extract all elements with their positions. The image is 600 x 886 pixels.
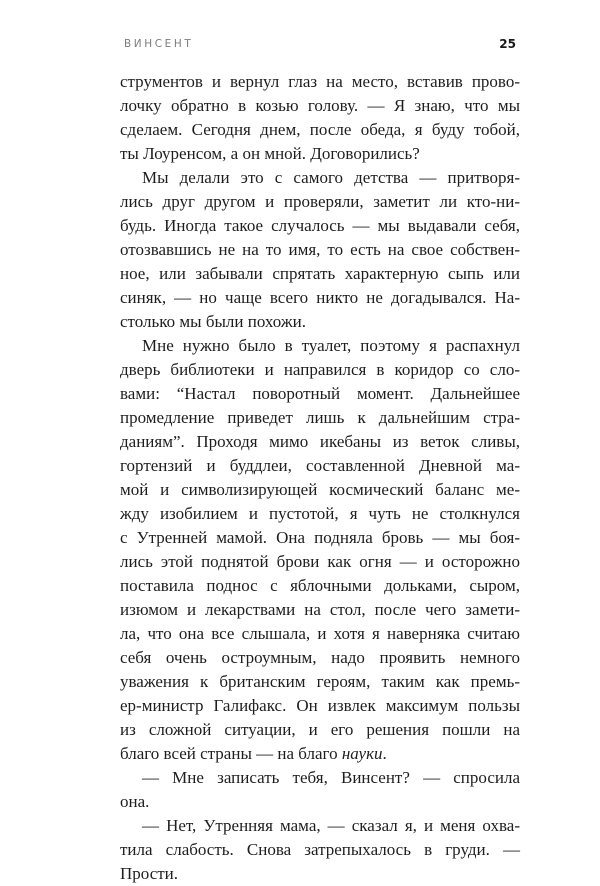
text-line: изюмом и лекарствами на стол, после чего замети-	[120, 600, 520, 619]
text-line: ное, или забывали спрятать характерную сыпь или	[120, 264, 520, 283]
text-line: даниям”. Проходя мимо икебаны из веток сливы,	[120, 432, 520, 451]
running-head	[124, 38, 516, 54]
text-line: лись этой поднятой брови как огня — и осторожно	[120, 552, 520, 571]
text-line: — Нет, Утренняя мама, — сказал я, и меня охва-	[142, 816, 520, 835]
italic-word: науки	[341, 744, 383, 763]
text-line: из сложной ситуации, и его решения пошли на	[120, 720, 520, 739]
text-line: лись друг другом и проверяли, заметит ли кто-ни-	[120, 192, 520, 211]
text-line: тила слабость. Снова затрепыхалось в груди. —	[120, 840, 520, 859]
text-line: — Мне записать тебя, Винсент? — спросила	[142, 768, 520, 787]
text-line: струментов и вернул глаз на место, вставив прово-	[120, 72, 520, 91]
paragraph	[120, 814, 520, 886]
text-line: гортензий и буддлеи, составленной Дневной ма-	[120, 456, 520, 475]
text-line: ла, что она все слышала, и хотя я наверняка считаю	[120, 624, 520, 643]
text-line: Прости.	[120, 864, 179, 883]
text-line: благо всей страны — на благо науки.	[120, 744, 387, 763]
text-line: Мне нужно было в туалет, поэтому я распахнул	[142, 336, 520, 355]
text-line: с Утренней мамой. Она подняла бровь — мы боя-	[120, 528, 520, 547]
text-line: ер-министр Галифакс. Он извлек максимум пользы	[120, 696, 520, 715]
text-line: сделаем. Сегодня днем, после обеда, я буду тобой,	[120, 120, 520, 139]
text-line: лочку обратно в козью голову. — Я знаю, что мы	[120, 96, 520, 115]
punctuation: .	[382, 744, 387, 763]
text-line: столько мы были похожи.	[120, 312, 306, 331]
text-line: мой и символизирующей космический баланс ме-	[120, 480, 520, 499]
text-line: жду изобилием и пустотой, я чуть не столкнулся	[120, 504, 520, 523]
text-line: ты Лоуренсом, а он мной. Договорились?	[120, 144, 420, 163]
text-line: уважения к британским героям, таким как премь-	[120, 672, 520, 691]
text-line: дверь библиотеки и направился в коридор со сло-	[120, 360, 520, 379]
text-line: поставила поднос с яблочными дольками, сыром,	[120, 576, 520, 595]
page-number: 25	[499, 37, 516, 51]
text-line: она.	[120, 792, 150, 811]
chapter-title: ВИНСЕНТ	[124, 38, 194, 50]
text-line: отозвавшись не на то имя, то есть на свое собствен-	[120, 240, 520, 259]
body-text	[120, 70, 520, 886]
text-line: Мы делали это с самого детства — притворя-	[142, 168, 520, 187]
text-line: синяк, — но чаще всего никто не догадывался. На-	[120, 288, 520, 307]
text-line: промедление приведет лишь к дальнейшим стра-	[120, 408, 520, 427]
paragraph	[120, 166, 520, 334]
text-line: вами: “Настал поворотный момент. Дальнейшее	[120, 384, 520, 403]
text-line: себя очень остроумным, надо проявить немного	[120, 648, 520, 667]
text-line: будь. Иногда такое случалось — мы выдавали себя,	[120, 216, 520, 235]
paragraph	[120, 334, 520, 766]
paragraph	[120, 766, 520, 814]
paragraph	[120, 70, 520, 166]
